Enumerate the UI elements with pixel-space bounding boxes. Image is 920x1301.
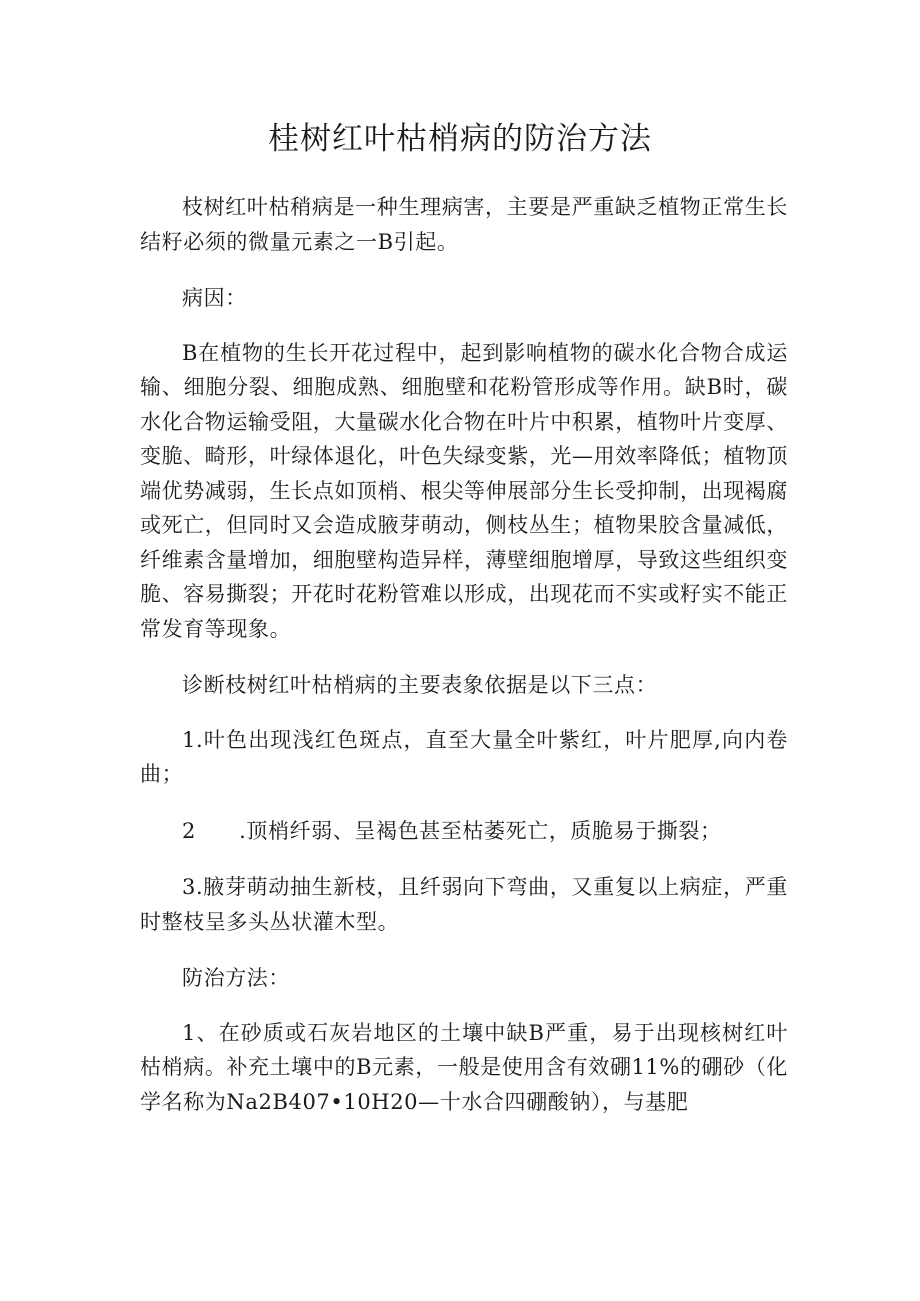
section-heading-control: 防治方法： — [182, 966, 290, 990]
document-body — [140, 190, 788, 1141]
control-item-1: 1、在砂质或石灰岩地区的土壤中缺B严重，易于出现核树红叶枯梢病。补充土壤中的B元素，一般是使用含有效硼11%的硼砂（化学名称为Na2B407•10H20—十水合四硼酸钠），与基肥 — [140, 1020, 788, 1114]
diagnosis-item-2: 2 .顶梢纤弱、呈褐色甚至枯萎死亡，质脆易于撕裂； — [182, 818, 722, 843]
diagnosis-item-3: 3.腋芽萌动抽生新枝，且纤弱向下弯曲，又重复以上病症，严重时整枝呈多头丛状灌木型。 — [140, 875, 788, 934]
diagnosis-intro: 诊断枝树红叶枯梢病的主要表象依据是以下三点： — [182, 673, 658, 697]
document-title: 桂树红叶枯梢病的防治方法 — [268, 121, 652, 157]
section-heading-cause: 病因： — [182, 286, 247, 310]
cause-paragraph: B在植物的生长开花过程中，起到影响植物的碳水化合物合成运输、细胞分裂、细胞成熟、细胞壁和花粉管形成等作用。缺B时，碳水化合物运输受阻，大量碳水化合物在叶片中积累，植物叶片变厚、变脆、畸形，叶绿体退化，叶色失绿变紫，光—用效率降低；植物顶端优势减弱，生长点如顶梢、根尖等伸展部分生长受抑制，出现褐腐或死亡，但同时又会造成腋芽萌动，侧枝丛生；植物果胶含量减低，纤维素含量增加，细胞壁构造异样，薄壁细胞增厚，导致这些组织变脆、容易撕裂；开花时花粉管难以形成，出现花而不实或籽实不能正常发育等现象。 — [140, 340, 788, 641]
diagnosis-item-1: 1.叶色出现浅红色斑点，直至大量全叶紫红，叶片肥厚,向内卷曲； — [140, 727, 788, 786]
intro-paragraph: 枝树红叶枯稍病是一种生理病害，主要是严重缺乏植物正常生长结籽必须的微量元素之一B引起。 — [140, 195, 788, 254]
